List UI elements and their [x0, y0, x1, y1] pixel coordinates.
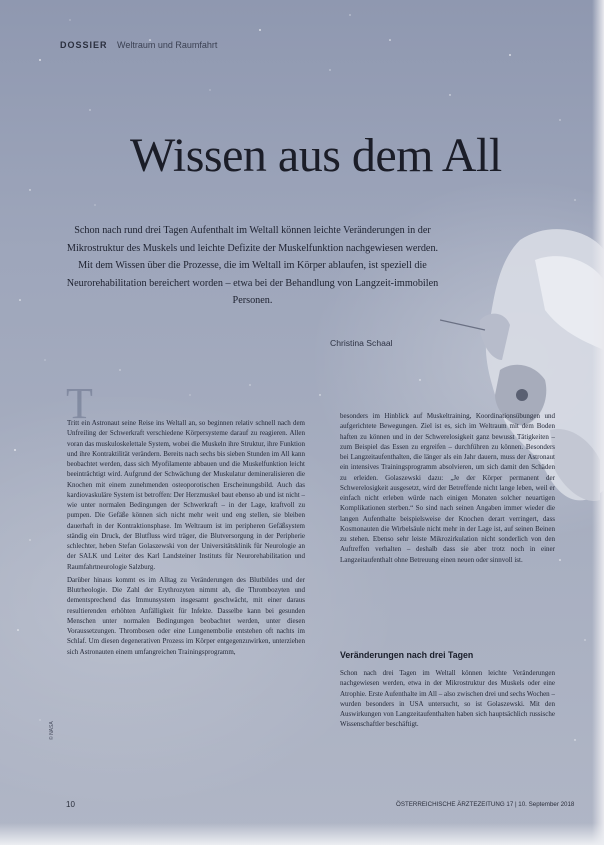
scan-edge-bottom: [0, 823, 604, 845]
article-lead: Schon nach rund drei Tagen Aufenthalt im Weltall können leichte Veränderungen in der Mikrostruktur des Muskels und leichte Defizite der Muskelfunktion nachgewiesen werden. Mit dem Wissen über die Prozesse, die im Weltall im Körper ablaufen, ist speziell die Neurorehabilitation bereichert worden – etwa bei der Behandlung von Langzeit-immobilen Personen.: [66, 225, 439, 306]
body-paragraph: Darüber hinaus kommt es im Alltag zu Veränderungen des Blutbildes und der Blutrheologie. Die Zahl der Erythrozyten nimmt ab, die Thrombozyten und dementsprechend das Immunsystem insgesamt geschwächt, mit einer daraus resultierenden erhöhten Anfälligkeit für Infekte. Dasselbe kann bei gesunden Menschen unter normalen Bedingungen beobachtet werden, unter diesen Voraussetzungen. Thrombosen oder eine Lungenembolie entstehen oft nachts im Schlaf. Um diesen degenerativen Prozess im Körper entgegenzuwirken, unterziehen sich Astronauten einem umfangreichen Trainingsprogramm,: [67, 575, 305, 656]
article-author: Christina Schaal: [330, 338, 393, 348]
article-subheading: Veränderungen nach drei Tagen: [340, 650, 474, 660]
body-paragraph: besonders im Hinblick auf Muskeltraining, Koordinationsübungen und aufgerichtete Bewegungen. Ziel ist es, sich im Weltraum mit dem Boden haften zu können und in der Schwerelosigkeit ganz bewusst Tätigkeiten – zum Beispiel das Essen zu ergreifen – durchführen zu können. Besonders bei Langzeitaufenthalten, die länger als ein Jahr dauern, muss der Astronaut ein intensives Trainingsprogramm absolvieren, um sich damit den Schäden zu erleiden. Golaszewski dazu: „Je der Körper permanent der Schwerelosigkeit ausgesetzt, wird der Betreffende nicht lange leben, weil er einfach nicht erleben würde nach einigen Monaten solcher neuartigen Komplikationen sterben.“ So sind nach seinen Angaben immer wieder die langen Aufenthalte beispielsweise der Knochen derart verringert, dass Kosmonauten die Wirbelsäule nicht mehr in der Lage ist, auf seinen Beinen zu stehen. Ebenso sehr leiste Mikrozirkulation nicht sonderlich von den Auftreffen verhalten – deshalb dass sie aber trotz noch in einer Langzeitaufenthalt ohne Betreuung einen neuen oder sinnvoll ist.: [340, 412, 555, 564]
scan-edge-right: [592, 0, 604, 845]
article-column-1: [67, 418, 305, 793]
publication-footer: [396, 801, 574, 808]
drop-cap: T: [66, 379, 93, 428]
publication-name: ÖSTERREICHISCHE ÄRZTEZEITUNG: [396, 801, 505, 808]
section-label: DOSSIER: [60, 40, 108, 50]
section-header: [60, 40, 217, 50]
section-subtitle: Weltraum und Raumfahrt: [117, 40, 218, 50]
publication-issue: 17 | 10. September 2018: [506, 801, 575, 808]
article-title: Wissen aus dem All: [130, 129, 502, 182]
image-credit: © NASA: [49, 721, 55, 740]
body-paragraph: Tritt ein Astronaut seine Reise ins Weltall an, so beginnen relativ schnell nach dem Unfreiling der Schwerkraft verschiedene Körpersysteme darauf zu reagieren. Allen voran das muskuloskelettale System, wobei die Muskeln ihre Struktur, ihre Funktion und ihre Kontraktilität verändern. Bereits nach sechs bis sieben Stunden im All kann beobachtet werden, dass sich Myofilamente abbauen und die Muskelfunktion leicht beeinträchtigt wird. Aufgrund der Schwächung der Muskulatur demineralisieren die Knochen mit einem zunehmenden osteoporotischen Erscheinungsbild. Auch das kardiovaskuläre System ist betroffen: Der Herzmuskel baut ebenso ab und ist nicht – wie unter normalen Bedingungen der Schwerkraft – in der Lage, kraftvoll zu pumpen. Die Gefäße können sich nicht mehr weit und eng stellen, sie bleiben dauerhaft in der Kontraktionsphase. Im Weltraum ist im peripheren Gefäßsystem ständig ein Druck, der Blutfluss wird träger, die Blutversorgung in der Peripherie schlechter, heben Stefan Golaszewski von der Universitätsklinik für Neurologie an der SALK und Leiter des Karl Landsteiner Instituts für Neurorehabilitation und Raumfahrtneurologie Salzburg.: [67, 419, 305, 571]
body-paragraph: Schon nach drei Tagen im Weltall können leichte Veränderungen nachgewiesen werden, etwa in der Mikrostruktur des Muskels oder eine Atrophie. Erste Aufenthalte im All – also zwischen drei und sechs Wochen – wurden besonders in USA untersucht, so ist Golaszewski. Mit den Auswirkungen von Langzeitaufenthalten haben sich hauptsächlich russische Wissenschaftler beschäftigt.: [340, 669, 555, 729]
article-column-2-continued: [340, 668, 555, 788]
article-column-2: [340, 411, 555, 647]
page-number: 10: [66, 800, 75, 809]
